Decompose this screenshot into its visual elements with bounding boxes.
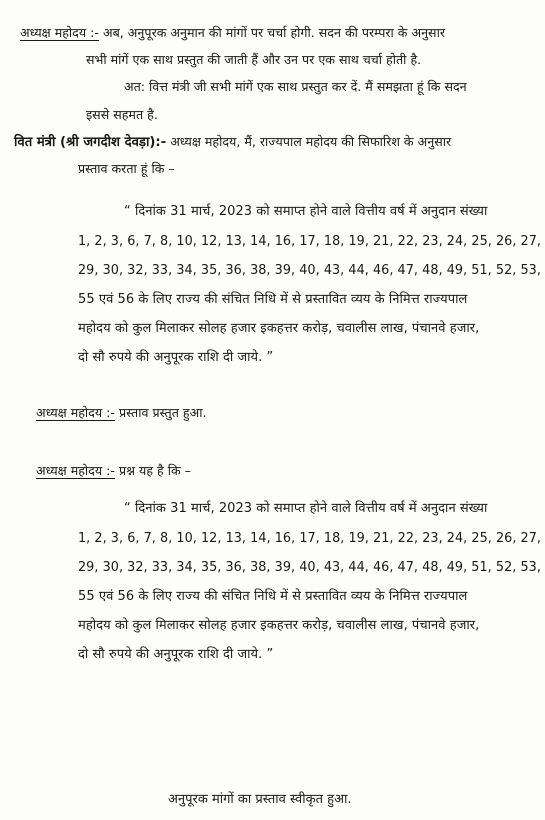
speech-line: सभी मांगें एक साथ प्रस्तुत की जाती हैं और उन पर एक साथ चर्चा होती है. xyxy=(86,52,422,67)
speech-text: अध्यक्ष महोदय, मैं, राज्यपाल महोदय की सिफारिश के अनुसार xyxy=(170,134,452,149)
speaker-label: अध्यक्ष महोदय :- xyxy=(36,405,115,420)
speaker-label: अध्यक्ष महोदय :- xyxy=(36,463,115,478)
speech-line: अत: वित्त मंत्री जी सभी मांगें एक साथ प्रस्तुत कर दें. मैं समझता हूं कि सदन xyxy=(124,79,467,94)
speech-line: इससे सहमत है. xyxy=(86,107,158,122)
quote-line: 29, 30, 32, 33, 34, 35, 36, 38, 39, 40, 43, 44, 46, 47, 48, 49, 51, 52, 53, xyxy=(78,263,541,278)
quote-line: महोदय को कुल मिलाकर सोलह हजार इकहत्तर करोड़, चवालीस लाख, पंचानवे हजार, xyxy=(78,321,480,336)
block3-line xyxy=(36,404,206,422)
quote-line: “ दिनांक 31 मार्च, 2023 को समाप्त होने वाले वित्तीय वर्ष में अनुदान संख्या xyxy=(124,501,488,516)
speech-text: प्रस्ताव प्रस्तुत हुआ. xyxy=(118,405,207,420)
quote-line: दो सौ रुपये की अनुपूरक राशि दी जाये. ” xyxy=(78,350,274,365)
block4-line xyxy=(36,462,191,480)
speech-text: प्रश्न यह है कि – xyxy=(118,463,191,478)
speaker-label: वित मंत्री (श्री जगदीश देवड़ा):- xyxy=(14,135,167,150)
quote-line: 29, 30, 32, 33, 34, 35, 36, 38, 39, 40, 43, 44, 46, 47, 48, 49, 51, 52, 53, xyxy=(78,560,541,575)
block2-first-line xyxy=(14,133,451,152)
quote-line: 55 एवं 56 के लिए राज्य की संचित निधि में से प्रस्तावित व्यय के निमित्त राज्यपाल xyxy=(78,589,468,604)
quote-line: “ दिनांक 31 मार्च, 2023 को समाप्त होने वाले वित्तीय वर्ष में अनुदान संख्या xyxy=(124,204,488,219)
quote-line: महोदय को कुल मिलाकर सोलह हजार इकहत्तर करोड़, चवालीस लाख, पंचानवे हजार, xyxy=(78,618,480,633)
block1-first-line xyxy=(20,24,445,42)
quote-line: 1, 2, 3, 6, 7, 8, 10, 12, 13, 14, 16, 17, 18, 19, 21, 22, 23, 24, 25, 26, 27, xyxy=(78,531,542,546)
quote-line: 1, 2, 3, 6, 7, 8, 10, 12, 13, 14, 16, 17, 18, 19, 21, 22, 23, 24, 25, 26, 27, xyxy=(78,234,542,249)
speaker-label: अध्यक्ष महोदय :- xyxy=(20,25,99,40)
quote-line: 55 एवं 56 के लिए राज्य की संचित निधि में से प्रस्तावित व्यय के निमित्त राज्यपाल xyxy=(78,292,468,307)
speech-line: प्रस्ताव करता हूं कि – xyxy=(78,161,175,176)
quote-line: दो सौ रुपये की अनुपूरक राशि दी जाये. ” xyxy=(78,647,274,662)
speech-text: अब, अनुपूरक अनुमान की मांगों पर चर्चा होगी. सदन की परम्परा के अनुसार xyxy=(102,25,445,40)
motion-accepted-line: अनुपूरक मांगों का प्रस्ताव स्वीकृत हुआ. xyxy=(168,792,352,807)
